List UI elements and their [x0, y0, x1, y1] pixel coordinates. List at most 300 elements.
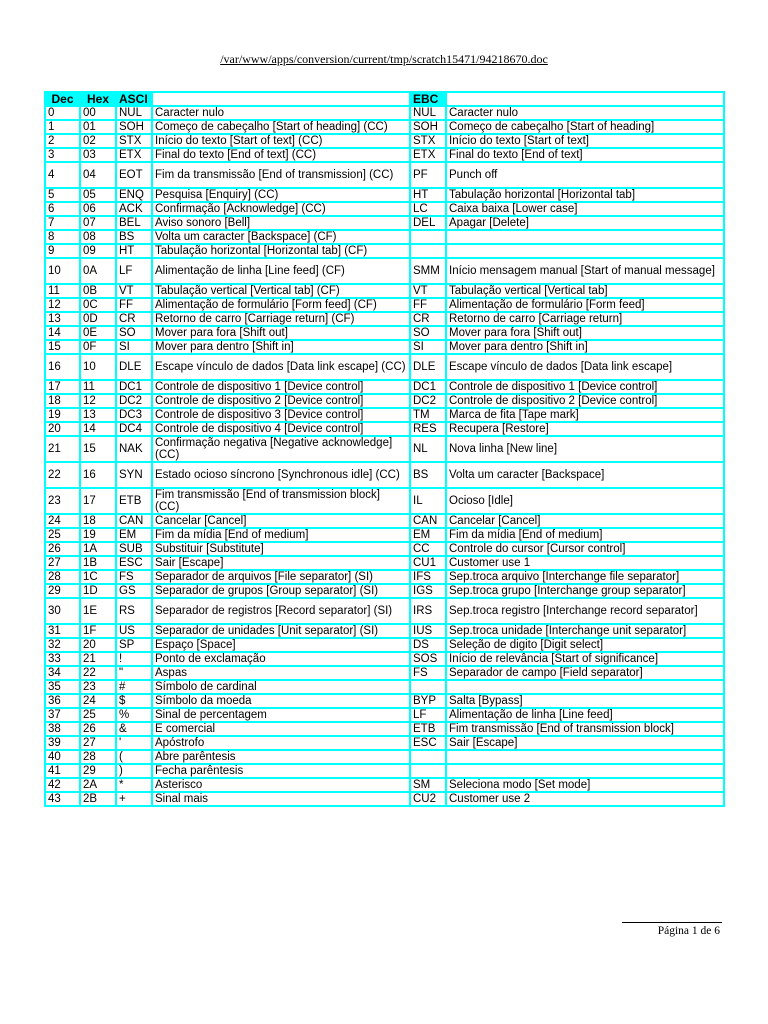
ebcdic-desc-cell: Tabulação vertical [Vertical tab]	[446, 284, 724, 298]
ebcdic-desc-cell: Mover para dentro [Shift in]	[446, 340, 724, 354]
dec-cell: 25	[45, 528, 80, 542]
header-dec: Dec	[45, 92, 80, 106]
hex-cell: 2B	[80, 792, 116, 806]
ebcdic-code-cell: CAN	[410, 514, 446, 528]
ascii-code-cell: SUB	[116, 542, 152, 556]
ebcdic-code-cell: DS	[410, 638, 446, 652]
table-row	[45, 162, 724, 188]
ascii-code-cell: BEL	[116, 216, 152, 230]
ascii-code-cell: DLE	[116, 354, 152, 380]
dec-cell: 11	[45, 284, 80, 298]
table-row	[45, 202, 724, 216]
ebcdic-code-cell: IL	[410, 488, 446, 514]
hex-cell: 1E	[80, 598, 116, 624]
table-row	[45, 488, 724, 514]
table-row	[45, 244, 724, 258]
dec-cell: 42	[45, 778, 80, 792]
ascii-desc-cell: Alimentação de formulário [Form feed] (CF)	[152, 298, 410, 312]
ebcdic-code-cell: IFS	[410, 570, 446, 584]
ebcdic-desc-cell: Final do texto [End of text]	[446, 148, 724, 162]
ebcdic-code-cell: BS	[410, 462, 446, 488]
table-row	[45, 216, 724, 230]
ascii-code-cell: FS	[116, 570, 152, 584]
ebcdic-code-cell: IRS	[410, 598, 446, 624]
ascii-code-cell: GS	[116, 584, 152, 598]
ascii-code-cell: US	[116, 624, 152, 638]
ascii-desc-cell: Caracter nulo	[152, 106, 410, 120]
ebcdic-code-cell: SOS	[410, 652, 446, 666]
table-row	[45, 284, 724, 298]
ebcdic-desc-cell: Customer use 2	[446, 792, 724, 806]
dec-cell: 17	[45, 380, 80, 394]
ebcdic-code-cell: FF	[410, 298, 446, 312]
table-row	[45, 134, 724, 148]
ascii-desc-cell: Mover para dentro [Shift in]	[152, 340, 410, 354]
table-row	[45, 436, 724, 462]
table-row	[45, 638, 724, 652]
table-row	[45, 708, 724, 722]
hex-cell: 0E	[80, 326, 116, 340]
hex-cell: 26	[80, 722, 116, 736]
ebcdic-code-cell: CU2	[410, 792, 446, 806]
hex-cell: 0A	[80, 258, 116, 284]
hex-cell: 0F	[80, 340, 116, 354]
dec-cell: 26	[45, 542, 80, 556]
hex-cell: 29	[80, 764, 116, 778]
ascii-code-cell: HT	[116, 244, 152, 258]
hex-cell: 12	[80, 394, 116, 408]
table-row	[45, 380, 724, 394]
ebcdic-desc-cell: Apagar [Delete]	[446, 216, 724, 230]
table-row	[45, 584, 724, 598]
ascii-code-cell: DC4	[116, 422, 152, 436]
ascii-code-cell: VT	[116, 284, 152, 298]
ascii-desc-cell: Separador de registros [Record separator] (SI)	[152, 598, 410, 624]
dec-cell: 14	[45, 326, 80, 340]
dec-cell: 28	[45, 570, 80, 584]
ascii-code-cell: NAK	[116, 436, 152, 462]
ascii-code-cell: EM	[116, 528, 152, 542]
ascii-code-cell: STX	[116, 134, 152, 148]
table-row	[45, 680, 724, 694]
ascii-code-cell: BS	[116, 230, 152, 244]
ascii-desc-cell: Cancelar [Cancel]	[152, 514, 410, 528]
hex-cell: 18	[80, 514, 116, 528]
dec-cell: 31	[45, 624, 80, 638]
ebcdic-desc-cell	[446, 750, 724, 764]
dec-cell: 3	[45, 148, 80, 162]
ebcdic-code-cell: CU1	[410, 556, 446, 570]
table-body	[45, 92, 724, 806]
hex-cell: 0D	[80, 312, 116, 326]
hex-cell: 04	[80, 162, 116, 188]
table-row	[45, 230, 724, 244]
ascii-code-cell: #	[116, 680, 152, 694]
table-row	[45, 462, 724, 488]
hex-cell: 1D	[80, 584, 116, 598]
ebcdic-desc-cell: Marca de fita [Tape mark]	[446, 408, 724, 422]
ascii-code-cell: DC1	[116, 380, 152, 394]
ebcdic-desc-cell	[446, 230, 724, 244]
ascii-desc-cell: Estado ocioso síncrono [Synchronous idle] (CC)	[152, 462, 410, 488]
table-row	[45, 298, 724, 312]
ascii-desc-cell: Sair [Escape]	[152, 556, 410, 570]
table-row	[45, 422, 724, 436]
ebcdic-code-cell: NUL	[410, 106, 446, 120]
hex-cell: 0B	[80, 284, 116, 298]
dec-cell: 38	[45, 722, 80, 736]
ebcdic-code-cell	[410, 750, 446, 764]
ascii-desc-cell: Retorno de carro [Carriage return] (CF)	[152, 312, 410, 326]
ascii-code-cell: RS	[116, 598, 152, 624]
ebcdic-desc-cell: Volta um caracter [Backspace]	[446, 462, 724, 488]
ascii-desc-cell: Fim da transmissão [End of transmission] (CC)	[152, 162, 410, 188]
ascii-code-cell: FF	[116, 298, 152, 312]
ebcdic-desc-cell: Sep.troca unidade [Interchange unit separator]	[446, 624, 724, 638]
ebcdic-desc-cell	[446, 680, 724, 694]
ascii-desc-cell: Começo de cabeçalho [Start of heading] (CC)	[152, 120, 410, 134]
hex-cell: 08	[80, 230, 116, 244]
ebcdic-desc-cell: Controle do cursor [Cursor control]	[446, 542, 724, 556]
ascii-code-cell: SI	[116, 340, 152, 354]
ascii-desc-cell: Símbolo de cardinal	[152, 680, 410, 694]
dec-cell: 43	[45, 792, 80, 806]
ebcdic-desc-cell: Sep.troca grupo [Interchange group separator]	[446, 584, 724, 598]
dec-cell: 0	[45, 106, 80, 120]
ebcdic-desc-cell: Escape vínculo de dados [Data link escape]	[446, 354, 724, 380]
ebcdic-code-cell: DC2	[410, 394, 446, 408]
ascii-desc-cell: Controle de dispositivo 3 [Device control]	[152, 408, 410, 422]
ebcdic-desc-cell: Sep.troca registro [Interchange record separator]	[446, 598, 724, 624]
ebcdic-desc-cell: Customer use 1	[446, 556, 724, 570]
table-row	[45, 722, 724, 736]
ascii-code-cell: EOT	[116, 162, 152, 188]
ascii-code-cell: $	[116, 694, 152, 708]
ascii-code-cell: !	[116, 652, 152, 666]
ebcdic-desc-cell: Recupera [Restore]	[446, 422, 724, 436]
dec-cell: 24	[45, 514, 80, 528]
dec-cell: 41	[45, 764, 80, 778]
ascii-desc-cell: Controle de dispositivo 4 [Device control]	[152, 422, 410, 436]
ebcdic-desc-cell: Alimentação de formulário [Form feed]	[446, 298, 724, 312]
ascii-desc-cell: Substituir [Substitute]	[152, 542, 410, 556]
table-row	[45, 514, 724, 528]
table-row	[45, 736, 724, 750]
dec-cell: 8	[45, 230, 80, 244]
hex-cell: 28	[80, 750, 116, 764]
ascii-code-cell: ACK	[116, 202, 152, 216]
table-row	[45, 258, 724, 284]
ebcdic-code-cell: SO	[410, 326, 446, 340]
ascii-code-cell: (	[116, 750, 152, 764]
ascii-ebcdic-table	[44, 91, 725, 807]
table-row	[45, 188, 724, 202]
ascii-desc-cell: Separador de grupos [Group separator] (SI)	[152, 584, 410, 598]
table-row	[45, 556, 724, 570]
table-row	[45, 326, 724, 340]
ebcdic-code-cell: LC	[410, 202, 446, 216]
hex-cell: 16	[80, 462, 116, 488]
ascii-desc-cell: Tabulação vertical [Vertical tab] (CF)	[152, 284, 410, 298]
dec-cell: 39	[45, 736, 80, 750]
ebcdic-code-cell: ETX	[410, 148, 446, 162]
table-row	[45, 764, 724, 778]
ebcdic-desc-cell: Começo de cabeçalho [Start of heading]	[446, 120, 724, 134]
ebcdic-code-cell: DLE	[410, 354, 446, 380]
ebcdic-desc-cell: Caracter nulo	[446, 106, 724, 120]
ebcdic-desc-cell: Fim da mídia [End of medium]	[446, 528, 724, 542]
ebcdic-desc-cell: Controle de dispositivo 2 [Device control]	[446, 394, 724, 408]
hex-cell: 05	[80, 188, 116, 202]
table-row	[45, 624, 724, 638]
table-row	[45, 694, 724, 708]
hex-cell: 1A	[80, 542, 116, 556]
hex-cell: 2A	[80, 778, 116, 792]
ebcdic-code-cell: CR	[410, 312, 446, 326]
table-row	[45, 570, 724, 584]
table-row	[45, 598, 724, 624]
table-row	[45, 394, 724, 408]
ascii-code-cell: CAN	[116, 514, 152, 528]
ebcdic-desc-cell: Início mensagem manual [Start of manual message]	[446, 258, 724, 284]
header-ebcdic-desc	[446, 92, 724, 106]
ascii-code-cell: SP	[116, 638, 152, 652]
ascii-desc-cell: Espaço [Space]	[152, 638, 410, 652]
dec-cell: 23	[45, 488, 80, 514]
ascii-code-cell: &	[116, 722, 152, 736]
dec-cell: 29	[45, 584, 80, 598]
table-row	[45, 106, 724, 120]
hex-cell: 1B	[80, 556, 116, 570]
ebcdic-code-cell: CC	[410, 542, 446, 556]
dec-cell: 10	[45, 258, 80, 284]
table-row	[45, 792, 724, 806]
ebcdic-desc-cell: Seleciona modo [Set mode]	[446, 778, 724, 792]
hex-cell: 1C	[80, 570, 116, 584]
ebcdic-desc-cell: Controle de dispositivo 1 [Device control]	[446, 380, 724, 394]
ebcdic-desc-cell	[446, 764, 724, 778]
ebcdic-desc-cell: Seleção de digito [Digit select]	[446, 638, 724, 652]
hex-cell: 25	[80, 708, 116, 722]
ebcdic-desc-cell: Separador de campo [Field separator]	[446, 666, 724, 680]
ebcdic-code-cell: IUS	[410, 624, 446, 638]
ascii-code-cell: NUL	[116, 106, 152, 120]
ascii-code-cell: %	[116, 708, 152, 722]
table-row	[45, 528, 724, 542]
page-number: Página 1 de 6	[657, 925, 720, 937]
hex-cell: 24	[80, 694, 116, 708]
ascii-code-cell: CR	[116, 312, 152, 326]
ascii-desc-cell: Final do texto [End of text] (CC)	[152, 148, 410, 162]
ebcdic-code-cell: ETB	[410, 722, 446, 736]
ascii-desc-cell: Tabulação horizontal [Horizontal tab] (CF)	[152, 244, 410, 258]
ascii-desc-cell: Fim transmissão [End of transmission block] (CC)	[152, 488, 410, 514]
ebcdic-desc-cell: Início do texto [Start of text]	[446, 134, 724, 148]
dec-cell: 12	[45, 298, 80, 312]
ebcdic-code-cell: BYP	[410, 694, 446, 708]
ebcdic-desc-cell: Sep.troca arquivo [Interchange file separator]	[446, 570, 724, 584]
dec-cell: 16	[45, 354, 80, 380]
dec-cell: 36	[45, 694, 80, 708]
hex-cell: 01	[80, 120, 116, 134]
ascii-desc-cell: Início do texto [Start of text] (CC)	[152, 134, 410, 148]
hex-cell: 14	[80, 422, 116, 436]
ascii-desc-cell: Volta um caracter [Backspace] (CF)	[152, 230, 410, 244]
header-row	[45, 92, 724, 106]
dec-cell: 21	[45, 436, 80, 462]
ebcdic-code-cell: SMM	[410, 258, 446, 284]
ascii-code-cell: ETB	[116, 488, 152, 514]
ascii-desc-cell: Confirmação negativa [Negative acknowledge] (CC)	[152, 436, 410, 462]
ascii-desc-cell: Separador de unidades [Unit separator] (SI)	[152, 624, 410, 638]
ebcdic-code-cell: LF	[410, 708, 446, 722]
ebcdic-desc-cell: Punch off	[446, 162, 724, 188]
hex-cell: 03	[80, 148, 116, 162]
dec-cell: 9	[45, 244, 80, 258]
ebcdic-code-cell: SOH	[410, 120, 446, 134]
table-row	[45, 120, 724, 134]
ebcdic-desc-cell: Alimentação de linha [Line feed]	[446, 708, 724, 722]
ascii-desc-cell: Ponto de exclamação	[152, 652, 410, 666]
dec-cell: 13	[45, 312, 80, 326]
table-row	[45, 652, 724, 666]
table-row	[45, 312, 724, 326]
ascii-code-cell: '	[116, 736, 152, 750]
ascii-code-cell: "	[116, 666, 152, 680]
dec-cell: 18	[45, 394, 80, 408]
hex-cell: 07	[80, 216, 116, 230]
hex-cell: 27	[80, 736, 116, 750]
ebcdic-desc-cell	[446, 244, 724, 258]
ebcdic-code-cell: EM	[410, 528, 446, 542]
hex-cell: 06	[80, 202, 116, 216]
hex-cell: 10	[80, 354, 116, 380]
hex-cell: 23	[80, 680, 116, 694]
ebcdic-code-cell: PF	[410, 162, 446, 188]
dec-cell: 5	[45, 188, 80, 202]
ebcdic-code-cell	[410, 680, 446, 694]
table-row	[45, 778, 724, 792]
ascii-desc-cell: Asterisco	[152, 778, 410, 792]
ebcdic-code-cell: NL	[410, 436, 446, 462]
ascii-desc-cell: Símbolo da moeda	[152, 694, 410, 708]
table-row	[45, 408, 724, 422]
hex-cell: 15	[80, 436, 116, 462]
dec-cell: 34	[45, 666, 80, 680]
ebcdic-code-cell: FS	[410, 666, 446, 680]
dec-cell: 2	[45, 134, 80, 148]
ascii-desc-cell: Apóstrofo	[152, 736, 410, 750]
dec-cell: 19	[45, 408, 80, 422]
table-row	[45, 542, 724, 556]
ascii-desc-cell: Controle de dispositivo 1 [Device control]	[152, 380, 410, 394]
ebcdic-code-cell: DC1	[410, 380, 446, 394]
ebcdic-code-cell: ESC	[410, 736, 446, 750]
dec-cell: 4	[45, 162, 80, 188]
ebcdic-code-cell: HT	[410, 188, 446, 202]
hex-cell: 11	[80, 380, 116, 394]
ascii-desc-cell: Aviso sonoro [Bell]	[152, 216, 410, 230]
document-path: /var/www/apps/conversion/current/tmp/scratch15471/94218670.doc	[220, 52, 548, 66]
ebcdic-code-cell: VT	[410, 284, 446, 298]
ebcdic-code-cell: RES	[410, 422, 446, 436]
ebcdic-code-cell: SI	[410, 340, 446, 354]
ascii-desc-cell: Sinal mais	[152, 792, 410, 806]
ebcdic-desc-cell: Caixa baixa [Lower case]	[446, 202, 724, 216]
dec-cell: 40	[45, 750, 80, 764]
ascii-desc-cell: Escape vínculo de dados [Data link escape] (CC)	[152, 354, 410, 380]
ascii-desc-cell: Pesquisa [Enquiry] (CC)	[152, 188, 410, 202]
ebcdic-code-cell: TM	[410, 408, 446, 422]
ebcdic-desc-cell: Mover para fora [Shift out]	[446, 326, 724, 340]
dec-cell: 1	[45, 120, 80, 134]
table-row	[45, 354, 724, 380]
ascii-desc-cell: Controle de dispositivo 2 [Device control]	[152, 394, 410, 408]
hex-cell: 02	[80, 134, 116, 148]
ascii-code-cell: LF	[116, 258, 152, 284]
ebcdic-code-cell	[410, 244, 446, 258]
ascii-code-cell: ETX	[116, 148, 152, 162]
ascii-code-cell: ESC	[116, 556, 152, 570]
header-ascii: ASCI	[116, 92, 152, 106]
table-row	[45, 750, 724, 764]
ebcdic-code-cell	[410, 764, 446, 778]
dec-cell: 7	[45, 216, 80, 230]
ascii-desc-cell: Sinal de percentagem	[152, 708, 410, 722]
dec-cell: 6	[45, 202, 80, 216]
header-ebcdic: EBC	[410, 92, 446, 106]
ascii-code-cell: SYN	[116, 462, 152, 488]
ebcdic-desc-cell: Início de relevância [Start of significance]	[446, 652, 724, 666]
ascii-desc-cell: E comercial	[152, 722, 410, 736]
ebcdic-desc-cell: Ocioso [Idle]	[446, 488, 724, 514]
ascii-desc-cell: Confirmação [Acknowledge] (CC)	[152, 202, 410, 216]
ascii-desc-cell: Fim da mídia [End of medium]	[152, 528, 410, 542]
ebcdic-code-cell	[410, 230, 446, 244]
table-row	[45, 148, 724, 162]
ebcdic-code-cell: STX	[410, 134, 446, 148]
hex-cell: 17	[80, 488, 116, 514]
ascii-code-cell: SO	[116, 326, 152, 340]
hex-cell: 00	[80, 106, 116, 120]
ebcdic-code-cell: IGS	[410, 584, 446, 598]
ascii-code-cell: SOH	[116, 120, 152, 134]
hex-cell: 19	[80, 528, 116, 542]
footer-rule	[622, 922, 722, 923]
dec-cell: 32	[45, 638, 80, 652]
dec-cell: 27	[45, 556, 80, 570]
ascii-desc-cell: Separador de arquivos [File separator] (SI)	[152, 570, 410, 584]
ascii-desc-cell: Alimentação de linha [Line feed] (CF)	[152, 258, 410, 284]
dec-cell: 37	[45, 708, 80, 722]
hex-cell: 0C	[80, 298, 116, 312]
ebcdic-desc-cell: Cancelar [Cancel]	[446, 514, 724, 528]
ascii-code-cell: *	[116, 778, 152, 792]
header-ascii-desc	[152, 92, 410, 106]
ebcdic-desc-cell: Salta [Bypass]	[446, 694, 724, 708]
ascii-code-cell: +	[116, 792, 152, 806]
header-hex: Hex	[80, 92, 116, 106]
ascii-code-cell: ENQ	[116, 188, 152, 202]
hex-cell: 1F	[80, 624, 116, 638]
ascii-code-cell: DC3	[116, 408, 152, 422]
ebcdic-desc-cell: Sair [Escape]	[446, 736, 724, 750]
hex-cell: 21	[80, 652, 116, 666]
table-row	[45, 666, 724, 680]
hex-cell: 20	[80, 638, 116, 652]
ebcdic-desc-cell: Fim transmissão [End of transmission block]	[446, 722, 724, 736]
hex-cell: 13	[80, 408, 116, 422]
